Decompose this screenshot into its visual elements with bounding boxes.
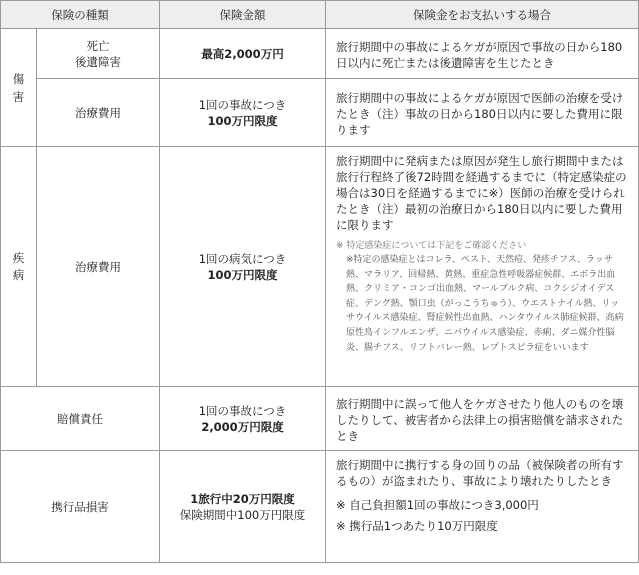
- case-belongings-text: 旅行期間中に携行する身の回りの品（被保険者の所有するもの）が盗まれたり、事故により壊れたりしたとき: [336, 458, 624, 488]
- row-injury-treatment: [1, 79, 639, 147]
- amount-disease: [160, 147, 326, 387]
- case-death: [326, 29, 639, 79]
- case-belongings: [326, 451, 639, 563]
- header-amount: 保険金額: [160, 1, 326, 29]
- belongings-note-limit: ※ 携行品1つあたり10万円限度: [336, 519, 498, 533]
- type-liability: 賠償責任: [1, 387, 160, 451]
- row-belongings: [1, 451, 639, 563]
- case-liability-text: 旅行期間中に誤って他人をケガさせたり他人のものを壊したりして、被害者から法律上の損害賠償を請求されたとき: [336, 396, 624, 443]
- case-injury-treatment: [326, 79, 639, 147]
- case-disease: [326, 147, 639, 387]
- amount-liability: [160, 387, 326, 451]
- header-row: [1, 1, 639, 29]
- header-case: 保険金をお支払いする場合: [326, 1, 639, 29]
- category-disease-line1: 疾: [12, 250, 25, 265]
- case-liability: [326, 387, 639, 451]
- amount-belongings-line1: 1旅行中20万円限度: [190, 491, 295, 506]
- type-disease-treatment: 治療費用: [37, 147, 160, 387]
- amount-belongings-line2: 保険期間中100万円限度: [179, 507, 306, 522]
- amount-liability-line2: 2,000万円限度: [201, 419, 284, 434]
- belongings-note-deductible: ※ 自己負担額1回の事故につき3,000円: [336, 498, 539, 512]
- type-belongings: 携行品損害: [1, 451, 160, 563]
- type-death: [37, 29, 160, 79]
- amount-injury-treatment-line2: 100万円限度: [207, 113, 278, 128]
- type-injury-treatment: 治療費用: [37, 79, 160, 147]
- type-death-line1: 死亡: [86, 38, 110, 53]
- category-disease: [1, 147, 37, 387]
- type-death-line2: 後遺障害: [75, 54, 121, 69]
- amount-disease-line1: 1回の病気につき: [198, 251, 287, 266]
- amount-liability-line1: 1回の事故につき: [198, 403, 287, 418]
- amount-death: [160, 29, 326, 79]
- category-injury-label: 傷害: [12, 71, 25, 104]
- amount-belongings: [160, 451, 326, 563]
- category-disease-line2: 病: [12, 267, 25, 282]
- amount-injury-treatment-line1: 1回の事故につき: [198, 97, 287, 112]
- case-injury-treatment-text: 旅行期間中の事故によるケガが原因で医師の治療を受けたとき（注）事故の日から180日以内に要した費用に限ります: [336, 90, 624, 137]
- row-injury-death: [1, 29, 639, 79]
- header-type: 保険の種類: [1, 1, 160, 29]
- row-disease: [1, 147, 639, 387]
- case-death-text: 旅行期間中の事故によるケガが原因で事故の日から180日以内に死亡または後遺障害を生じたとき: [336, 39, 623, 70]
- case-disease-text: 旅行期間中に発病または原因が発生し旅行期間中または旅行行程終了後72時間を経過するまでに（特定感染症の場合は30日を経過するまでに※）医師の治療を受けられたとき（注）最初の治療日から180日以内に要した費用に限ります: [336, 154, 627, 232]
- disease-note-body: ※特定の感染症とはコレラ、ペスト、天然痘、発疹チフス、ラッサ熱、マラリア、回帰熱、黄熱、重症急性呼吸器症候群、エボラ出血熱、クリミア・コンゴ出血熱、マールブルク病、コクシジオイデス症、デング熱、顎口虫（がっこうちゅう）、ウエストナイル熱、リッサウイルス感染症、腎症候性出血熱、ハンタウイルス肺症候群、高病原性鳥インフルエンザ、ニパウイルス感染症、赤痢、ダニ媒介性脳炎、腸チフス、リフトバレー熱、レプトスピラ症をいいます: [346, 255, 624, 353]
- row-liability: [1, 387, 639, 451]
- amount-disease-line2: 100万円限度: [207, 267, 278, 282]
- amount-injury-treatment: [160, 79, 326, 147]
- category-injury: [1, 29, 37, 147]
- disease-note-title: ※ 特定感染症については下記をご確認ください: [336, 241, 527, 251]
- amount-death-value: 最高2,000万円: [201, 46, 284, 61]
